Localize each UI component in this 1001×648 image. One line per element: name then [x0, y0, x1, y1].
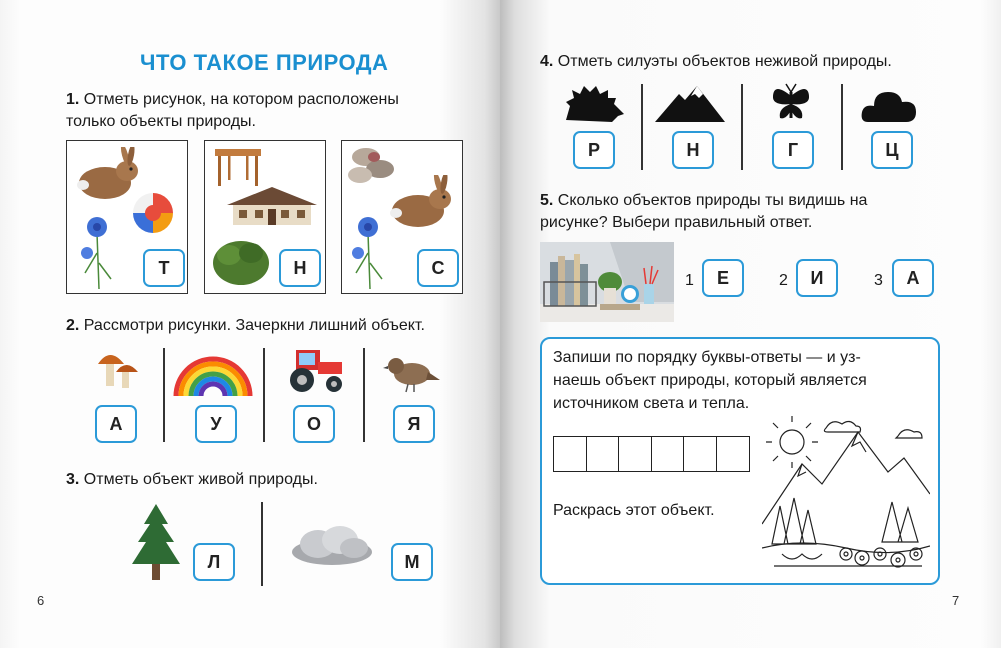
separator: [641, 84, 643, 170]
option-i[interactable]: И: [796, 259, 838, 297]
option-u[interactable]: У: [195, 405, 237, 443]
rabbit-icon: [386, 175, 456, 230]
separator: [841, 84, 843, 170]
option-ya[interactable]: Я: [393, 405, 435, 443]
hedgehog-silhouette-icon: [562, 84, 626, 124]
answer-cell[interactable]: [618, 436, 652, 472]
cornflower-icon: [77, 213, 119, 289]
desk-photo-image: [540, 242, 674, 322]
page-number-left: 6: [37, 593, 45, 608]
bush-icon: [211, 233, 271, 289]
option-g[interactable]: Г: [772, 131, 814, 169]
house-icon: [225, 185, 319, 227]
ball-icon: [131, 191, 175, 235]
sparrow-icon: [382, 350, 442, 394]
separator: [741, 84, 743, 170]
choice-number-3: 3: [874, 272, 883, 289]
option-e[interactable]: Е: [702, 259, 744, 297]
choice-number-2: 2: [779, 272, 788, 289]
option-r[interactable]: Р: [573, 131, 615, 169]
option-n2[interactable]: Н: [672, 131, 714, 169]
option-a2[interactable]: А: [892, 259, 934, 297]
page-title: ЧТО ТАКОЕ ПРИРОДА: [140, 50, 389, 75]
color-prompt: Раскрась этот объект.: [553, 502, 715, 519]
choice-number-1: 1: [685, 272, 694, 289]
option-a[interactable]: А: [95, 405, 137, 443]
answer-cell[interactable]: [716, 436, 750, 472]
separator: [263, 348, 265, 442]
answer-cell[interactable]: [586, 436, 620, 472]
answer-cell[interactable]: [651, 436, 685, 472]
option-l[interactable]: Л: [193, 543, 235, 581]
task5-text: 5. Сколько объектов природы ты видишь на рисунке? Выбери правильный ответ.: [540, 192, 868, 231]
task2-text: 2. Рассмотри рисунки. Зачеркни лишний объект.: [66, 317, 425, 334]
cloud-icon: [288, 524, 374, 568]
answer-instructions: Запиши по порядку буквы-ответы — и уз- наешь объект природы, который является источником света и тепла.: [553, 349, 867, 412]
tractor-icon: [282, 344, 346, 394]
answer-cell[interactable]: [553, 436, 587, 472]
mountain-silhouette-icon: [653, 84, 727, 124]
option-ts[interactable]: Ц: [871, 131, 913, 169]
task4-text: 4. Отметь силуэты объектов неживой природы.: [540, 53, 892, 70]
option-t[interactable]: Т: [143, 249, 185, 287]
task1-text: 1. Отметь рисунок, на котором расположены только объекты природы.: [66, 91, 399, 130]
separator: [261, 502, 263, 586]
mushrooms-icon: [96, 344, 140, 392]
rainbow-icon: [172, 352, 254, 398]
butterfly-silhouette-icon: [770, 82, 812, 124]
cornflower-icon: [348, 213, 390, 289]
answer-cells: [553, 436, 750, 472]
cloud-silhouette-icon: [860, 84, 918, 124]
coloring-landscape-image[interactable]: [762, 414, 930, 576]
table-icon: [213, 147, 263, 187]
option-m[interactable]: М: [391, 543, 433, 581]
answer-cell[interactable]: [683, 436, 717, 472]
fir-tree-icon: [130, 502, 182, 584]
separator: [363, 348, 365, 442]
separator: [163, 348, 165, 442]
option-n[interactable]: Н: [279, 249, 321, 287]
page-number-right: 7: [952, 593, 960, 608]
option-s[interactable]: С: [417, 249, 459, 287]
option-o[interactable]: О: [293, 405, 335, 443]
task3-text: 3. Отметь объект живой природы.: [66, 471, 318, 488]
